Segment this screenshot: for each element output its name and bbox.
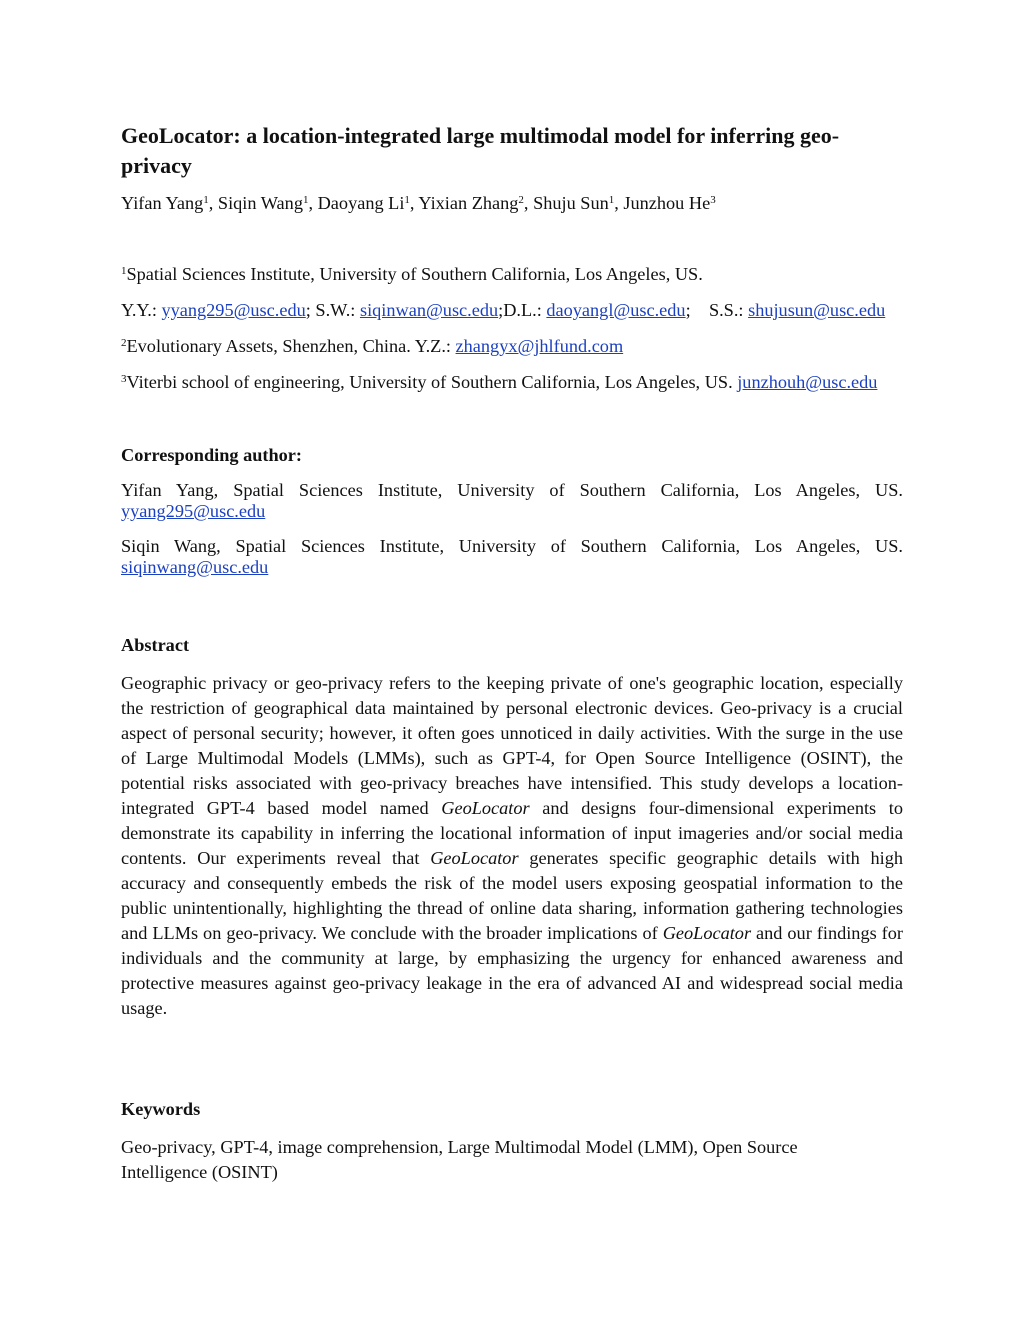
corresponding-entry: [121, 480, 903, 522]
author-affiliation-mark: 1: [203, 194, 209, 206]
corresponding-heading: Corresponding author:: [121, 445, 302, 465]
author: Yixian Zhang: [418, 193, 519, 213]
author-affiliation-mark: 1: [302, 194, 309, 206]
affiliation-number: 1: [121, 265, 127, 277]
model-name: GeoLocator: [441, 798, 530, 818]
model-name: GeoLocator: [662, 923, 752, 943]
abstract-heading: Abstract: [121, 635, 190, 655]
affiliation-number: 3: [121, 373, 127, 385]
email-label: Y.Y.:: [121, 300, 162, 320]
keywords-heading: Keywords: [121, 1099, 201, 1119]
author: Shuju Sun: [533, 193, 609, 213]
author-affiliation-mark: 1: [404, 194, 410, 206]
affiliation-1: [121, 264, 903, 285]
affiliation-number: 2: [121, 337, 127, 349]
author-affiliation-mark: 1: [608, 194, 615, 206]
email-link[interactable]: siqinwan@usc.edu: [359, 300, 499, 320]
email-link[interactable]: siqinwang@usc.edu: [121, 557, 269, 577]
email-link[interactable]: daoyangl@usc.edu: [546, 300, 686, 320]
affiliation-text: Spatial Sciences Institute, University of Southern California, Los Angeles, US.: [126, 264, 703, 284]
email-link[interactable]: shujusun@usc.edu: [748, 300, 886, 320]
author: Yifan Yang: [121, 193, 204, 213]
email-label: ; S.S.:: [685, 300, 749, 320]
author-affiliation-mark: 3: [710, 194, 716, 206]
abstract-text: generates specific geographic details with high accuracy and consequently embeds the risk of the model users exposing geospatial information to the public unintentionally, highlighting the thread of online data sharing, information gathering technologies and LLMs on geo-privacy. We conclude with the broader implications of: [121, 848, 903, 943]
affiliation-text: Evolutionary Assets, Shenzhen, China. Y.Z.:: [126, 336, 456, 356]
author-list: Yifan Yang$^1$, Siqin Wang$^1$, Daoyang Li$^1$, Yixian Zhang$^2$, Shuju Sun$^1$, Junzhou He$^3$: [121, 193, 716, 213]
affiliation-3: [121, 372, 921, 393]
affiliation-1-emails: [121, 300, 903, 321]
email-link[interactable]: yyang295@usc.edu: [161, 300, 306, 320]
email-label: ;D.L.:: [498, 300, 547, 320]
abstract-text: Geographic privacy or geo-privacy refers to the keeping private of one's geographic location, especially the restriction of geographical data maintained by personal electronic devices. Geo-privacy is a crucial aspect of personal security; however, it often goes unnoticed in daily activities. With the surge in the use of Large Multimodal Models (LMMs), such as GPT-4, for Open Source Intelligence (OSINT), the potential risks associated with geo-privacy breaches have intensified. This study develops a location-integrated GPT-4 based model named: [121, 673, 903, 818]
affiliation-2: [121, 336, 903, 357]
keywords-text: Geo-privacy, GPT-4, image comprehension, Large Multimodal Model (LMM), Open Source Intelligence (OSINT): [121, 1137, 798, 1182]
abstract-text: and designs four-dimensional experiments to demonstrate its capability in inferring the locational information of input imageries and/or social media contents. Our experiments reveal that: [121, 798, 903, 868]
author: Siqin Wang: [217, 193, 303, 213]
author-affiliation-mark: 2: [518, 194, 524, 206]
abstract-body: [121, 671, 903, 1021]
model-name: GeoLocator: [430, 848, 519, 868]
email-link[interactable]: yyang295@usc.edu: [121, 501, 266, 521]
corresponding-text: Siqin Wang, Spatial Sciences Institute, University of Southern California, Los Angeles, US.: [121, 536, 903, 556]
email-link[interactable]: junzhouh@usc.edu: [737, 372, 878, 392]
paper-title: GeoLocator: a location-integrated large multimodal model for inferring geo-privacy: [121, 123, 840, 178]
affiliation-text: Viterbi school of engineering, University of Southern California, Los Angeles, US.: [126, 372, 738, 392]
author: Junzhou He: [623, 193, 711, 213]
corresponding-entry: [121, 536, 903, 578]
author: Daoyang Li: [317, 193, 405, 213]
abstract-text: and our findings for individuals and the community at large, by emphasizing the urgency for enhanced awareness and protective measures against geo-privacy leakage in the era of advanced AI and widespread social media usage.: [121, 923, 903, 1018]
corresponding-text: Yifan Yang, Spatial Sciences Institute, University of Southern California, Los Angeles, US.: [121, 480, 903, 500]
email-link[interactable]: zhangyx@jhlfund.com: [455, 336, 624, 356]
email-label: ; S.W.:: [305, 300, 360, 320]
